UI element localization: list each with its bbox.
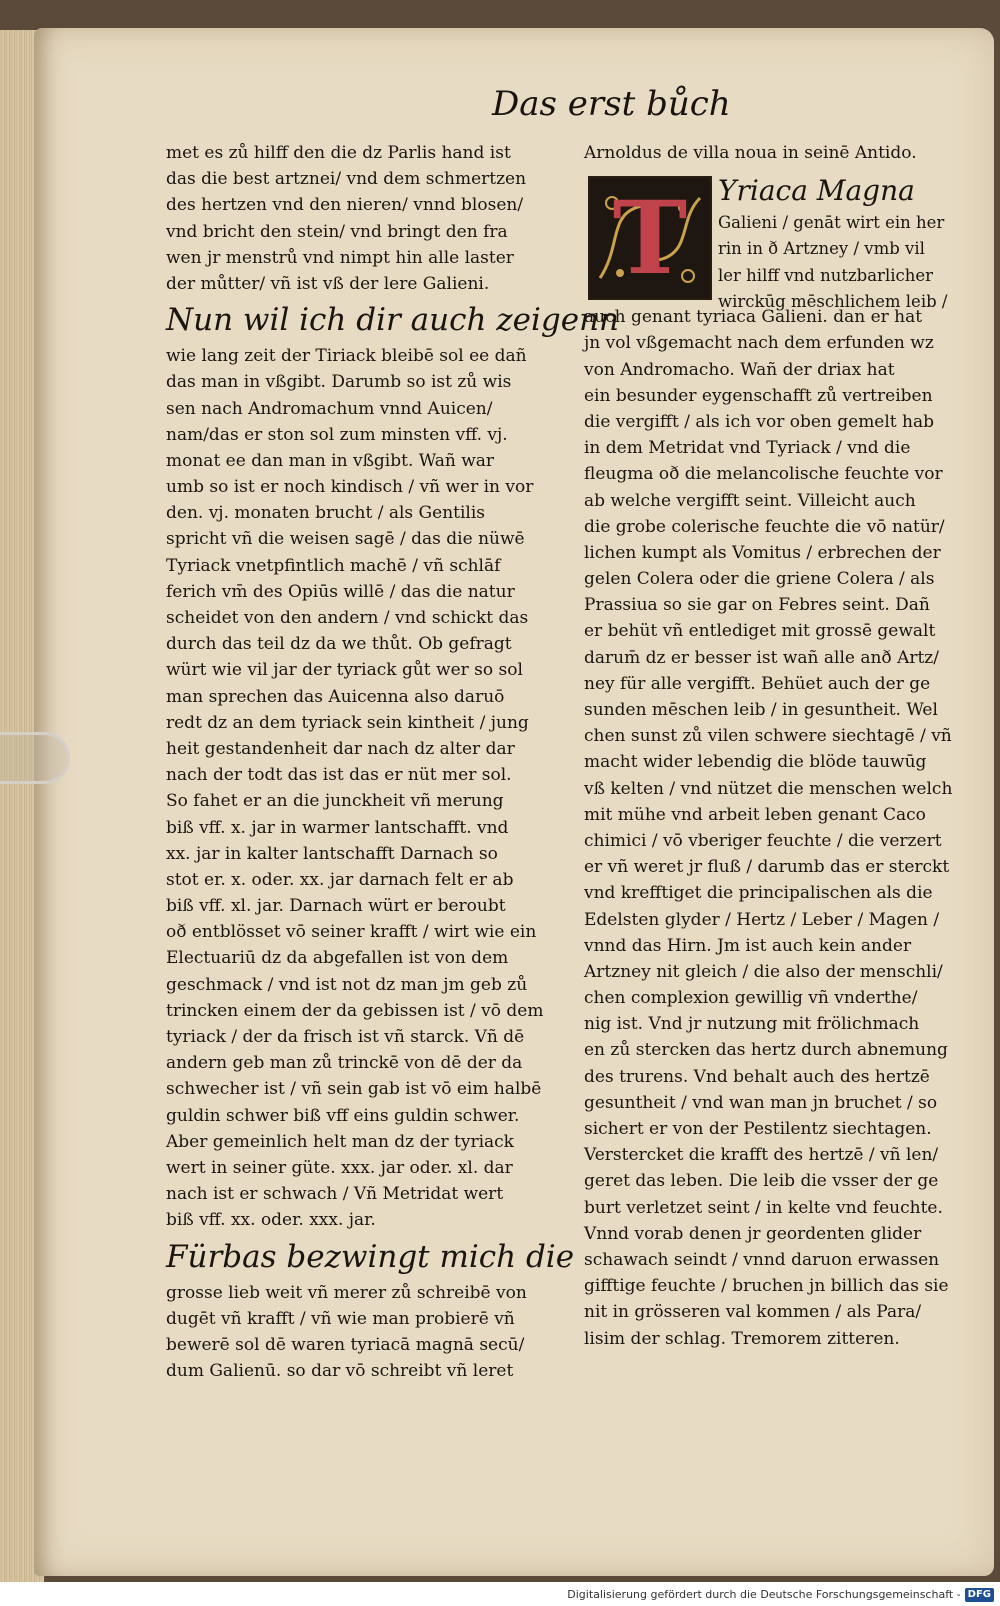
left-paragraph-3 bbox=[166, 1280, 562, 1385]
text-line: bewerē sol dē waren tyriacā magnā secū/ bbox=[166, 1334, 525, 1355]
text-line: dum Galienū. so dar vō schreibt vñ leret bbox=[166, 1361, 514, 1382]
text-line: monat ee dan man in vßgibt. Wañ war bbox=[166, 450, 495, 471]
text-line: nit in grösseren val kommen / als Para/ bbox=[584, 1302, 922, 1323]
right-paragraph bbox=[584, 304, 976, 1352]
text-line: trincken einem der da gebissen ist / vō dem bbox=[166, 1000, 544, 1021]
dfg-logo-icon: DFG bbox=[965, 1588, 994, 1602]
text-line: oð entblösset vō seiner krafft / wirt wie ein bbox=[166, 922, 537, 943]
text-line: die vergifft / als ich vor oben gemelt hab bbox=[584, 411, 935, 432]
text-line: mit mühe vnd arbeit leben genant Caco bbox=[584, 804, 926, 825]
decorated-initial bbox=[588, 176, 712, 300]
text-line: Vnnd vorab denen jr geordenten glider bbox=[584, 1223, 922, 1244]
text-line: Tyriack vnetpfintlich machē / vñ schlāf bbox=[166, 555, 501, 576]
text-line: gesuntheit / vnd wan man jn bruchet / so bbox=[584, 1092, 938, 1113]
text-line: fleugma oð die melancolische feuchte vor bbox=[584, 464, 943, 485]
text-line: des hertzen vnd den nieren/ vnnd blosen/ bbox=[166, 195, 524, 216]
text-line: des trurens. Vnd behalt auch des hertzē bbox=[584, 1066, 930, 1087]
text-line: sen nach Andromachum vnnd Auicen/ bbox=[166, 398, 493, 419]
section-heading-1: Nun wil ich dir auch zeigenn bbox=[166, 302, 619, 339]
text-line: auch genant tyriaca Galieni. dan er hat bbox=[584, 307, 923, 328]
text-line: ab welche vergifft seint. Villeicht auch bbox=[584, 490, 916, 511]
text-line: nach der todt das ist das er nüt mer sol. bbox=[166, 765, 512, 786]
funding-credit bbox=[567, 1588, 994, 1602]
text-line: dugēt vñ krafft / vñ wie man probierē vñ bbox=[166, 1308, 515, 1329]
text-line: en zů stercken das hertz durch abnemung bbox=[584, 1040, 948, 1061]
text-line: wie lang zeit der Tiriack bleibē sol ee dañ bbox=[166, 346, 527, 367]
text-line: Electuariū dz da abgefallen ist von dem bbox=[166, 948, 509, 969]
text-line: darum̄ dz er besser ist wañ alle anð Artz/ bbox=[584, 647, 939, 668]
text-line: Verstercket die krafft des hertzē / vñ len/ bbox=[584, 1145, 939, 1166]
text-line: chen complexion gewillig vñ vnderthe/ bbox=[584, 988, 918, 1009]
text-line: das man in vßgibt. Darumb so ist zů wis bbox=[166, 372, 512, 393]
text-line: sichert er von der Pestilentz siechtagen. bbox=[584, 1119, 932, 1139]
text-line: lisim der schlag. Tremorem zitteren. bbox=[584, 1328, 900, 1349]
text-line: vnd krefftiget die principalischen als die bbox=[584, 883, 933, 904]
initial-letter: T bbox=[612, 179, 688, 298]
text-line: die grobe colerische feuchte die vō natür/ bbox=[584, 516, 945, 537]
credit-text: Digitalisierung gefördert durch die Deutsche Forschungsgemeinschaft - bbox=[567, 1588, 961, 1601]
text-line: man sprechen das Auicenna also daruō bbox=[166, 686, 505, 707]
text-line: grosse lieb weit vñ merer zů schreibē von bbox=[166, 1282, 527, 1303]
text-line: burt verletzet seint / in kelte vnd feuchte. bbox=[584, 1197, 943, 1218]
left-paragraph-1 bbox=[166, 140, 562, 297]
text-line: das die best artznei/ vnd dem schmertzen bbox=[166, 169, 527, 190]
text-line: er behüt vñ entlediget mit grossē gewalt bbox=[584, 621, 936, 642]
text-line: in dem Metridat vnd Tyriack / vnd die bbox=[584, 438, 911, 459]
text-line: macht wider lebendig die blöde tauwūg bbox=[584, 752, 927, 773]
text-line: ferich vm̄ des Opiūs willē / das die natur bbox=[166, 581, 515, 602]
text-line: wirckūg mēschlichem leib / bbox=[718, 291, 948, 311]
text-line: met es zů hilff den die dz Parlis hand ist bbox=[166, 143, 511, 163]
text-line: So fahet er an die junckheit vñ merung bbox=[166, 791, 504, 812]
text-line: vß kelten / vnd nützet die menschen welch bbox=[584, 778, 953, 799]
text-line: vnd bricht den stein/ vnd bringt den fra bbox=[166, 221, 508, 242]
text-line: scheidet von den andern / vnd schickt das bbox=[166, 608, 529, 628]
right-column bbox=[584, 140, 976, 1352]
text-line: nach ist er schwach / Vñ Metridat wert bbox=[166, 1184, 504, 1205]
text-line: ler hilff vnd nutzbarlicher bbox=[718, 265, 934, 285]
text-line: durch das teil dz da we thůt. Ob gefragt bbox=[166, 634, 512, 655]
text-line: biß vff. xx. oder. xxx. jar. bbox=[166, 1210, 376, 1231]
text-line: jn vol vßgemacht nach dem erfunden wz bbox=[584, 333, 934, 354]
text-line: nig ist. Vnd jr nutzung mit frölichmach bbox=[584, 1014, 920, 1035]
text-line: guldin schwer biß vff eins guldin schwer. bbox=[166, 1105, 520, 1126]
text-line: er vñ weret jr fluß / darumb das er sterckt bbox=[584, 857, 950, 878]
text-line: nam/das er ston sol zum minsten vff. vj. bbox=[166, 424, 508, 445]
text-line: schawach seindt / vnnd daruon erwassen bbox=[584, 1249, 940, 1270]
text-line: von Andromacho. Wañ der driax hat bbox=[584, 359, 895, 380]
text-beside-initial bbox=[718, 172, 978, 315]
text-line: spricht vñ die weisen sagē / das die nüwē bbox=[166, 529, 525, 550]
initial-block bbox=[584, 166, 976, 311]
text-line: den. vj. monaten brucht / als Gentilis bbox=[166, 503, 486, 524]
left-column bbox=[166, 140, 619, 1384]
text-line: ney für alle vergifft. Behüet auch der ge bbox=[584, 673, 931, 694]
text-line: biß vff. x. jar in warmer lantschafft. vnd bbox=[166, 817, 509, 838]
text-line: heit gestandenheit dar nach dz alter dar bbox=[166, 738, 515, 759]
text-line: stot er. x. oder. xx. jar darnach felt er ab bbox=[166, 869, 514, 890]
text-line: würt wie vil jar der tyriack gůt wer so sol bbox=[166, 660, 523, 681]
text-line: Prassiua so sie gar on Febres seint. Dañ bbox=[584, 595, 930, 616]
text-line: wert in seiner güte. xxx. jar oder. xl. dar bbox=[166, 1157, 513, 1178]
text-line: lichen kumpt als Vomitus / erbrechen der bbox=[584, 542, 941, 563]
text-line: ein besunder eygenschafft zů vertreiben bbox=[584, 385, 933, 406]
text-line: xx. jar in kalter lantschafft Darnach so bbox=[166, 843, 498, 864]
text-line: biß vff. xl. jar. Darnach würt er beroubt bbox=[166, 896, 506, 917]
text-line: Aber gemeinlich helt man dz der tyriack bbox=[166, 1131, 514, 1152]
section-heading-2: Fürbas bezwingt mich die bbox=[166, 1238, 575, 1275]
text-line: rin in ð Artzney / vmb vil bbox=[718, 239, 925, 259]
text-line: Artzney nit gleich / die also der menschli/ bbox=[584, 961, 943, 982]
text-line: schwecher ist / vñ sein gab ist vō eim halbē bbox=[166, 1079, 542, 1100]
text-line: chen sunst zů vilen schwere siechtagē / vñ bbox=[584, 726, 952, 747]
text-line: gelen Colera oder die griene Colera / als bbox=[584, 569, 935, 590]
footer-bar bbox=[0, 1586, 1000, 1606]
text-line: gifftige feuchte / bruchen jn billich das sie bbox=[584, 1276, 949, 1297]
text-line: redt dz an dem tyriack sein kintheit / jung bbox=[166, 712, 529, 733]
right-first-line: Arnoldus de villa noua in seinē Antido. bbox=[584, 143, 917, 163]
text-line: geschmack / vnd ist not dz man jm geb zů bbox=[166, 974, 528, 995]
text-line: der můtter/ vñ ist vß der lere Galieni. bbox=[166, 273, 490, 294]
text-line: chimici / vō vberiger feuchte / die verzert bbox=[584, 830, 942, 851]
text-line: geret das leben. Die leib die vsser der ge bbox=[584, 1171, 939, 1192]
text-line: sunden mēschen leib / in gesuntheit. Wel bbox=[584, 700, 938, 720]
running-head: Das erst bůch bbox=[492, 84, 731, 124]
text-line: vnnd das Hirn. Jm ist auch kein ander bbox=[584, 935, 912, 956]
book-clasp bbox=[0, 732, 70, 784]
text-line: Yriaca Magna bbox=[718, 174, 915, 208]
text-line: Galieni / genāt wirt ein her bbox=[718, 213, 945, 233]
text-line: wen jr menstrů vnd nimpt hin alle laster bbox=[166, 247, 514, 268]
text-line: tyriack / der da frisch ist vñ starck. Vñ dē bbox=[166, 1027, 525, 1047]
left-paragraph-2 bbox=[166, 343, 562, 1233]
text-line: umb so ist er noch kindisch / vñ wer in vor bbox=[166, 477, 534, 498]
text-line: Edelsten glyder / Hertz / Leber / Magen / bbox=[584, 909, 940, 930]
text-line: andern geb man zů trinckē von dē der da bbox=[166, 1053, 523, 1074]
